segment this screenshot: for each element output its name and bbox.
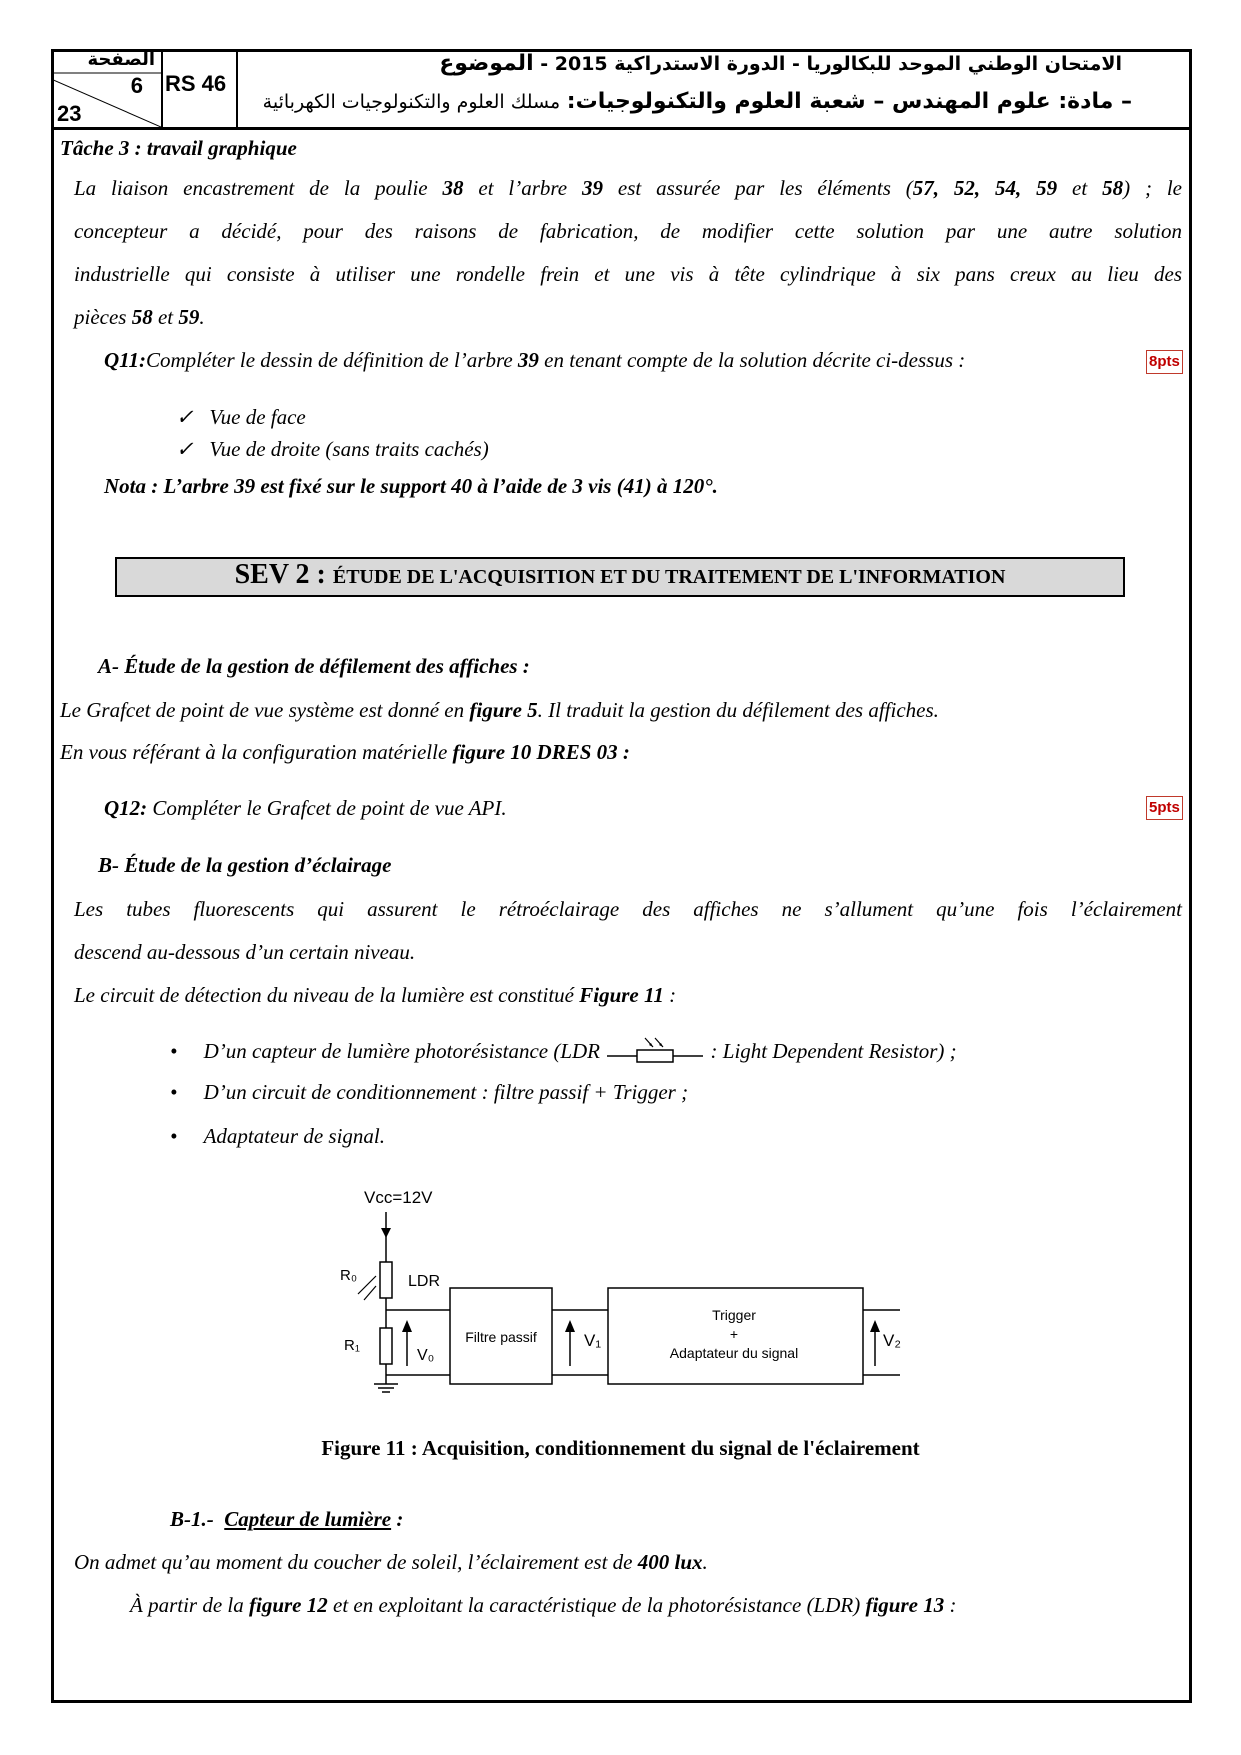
- section-a-line-2: [60, 740, 630, 765]
- task3-para-line-4: pièces 58 et 59.: [74, 305, 205, 329]
- exam-header: [51, 49, 1192, 130]
- section-b-para-1: Les tubes fluorescents qui assurent le rétroéclairage des affiches ne s’allument qu’une fois l’éclairement: [74, 897, 1182, 921]
- check-item-label: Vue de droite (sans traits cachés): [209, 437, 489, 461]
- header-track: مسلك العلوم والتكنولوجيات الكهربائية: [262, 91, 561, 113]
- page-label: الصفحة: [87, 49, 155, 70]
- check-icon: ✓: [176, 437, 194, 461]
- q11-question: Q11:Compléter le dessin de définition de l’arbre 39 en tenant compte de la solution décrite ci-dessus :: [104, 348, 966, 372]
- header-line-1: [439, 51, 1122, 76]
- v0-arrow-head-icon: [402, 1320, 412, 1332]
- figure-ref: figure 12: [249, 1593, 328, 1617]
- page-number-box: [51, 49, 163, 127]
- vcc-label: Vcc=12V: [364, 1188, 433, 1207]
- section-b1-heading: Capteur de lumière: [224, 1507, 392, 1531]
- q11-label: Q11:: [104, 348, 146, 372]
- q11-points-badge: 8pts: [1146, 350, 1183, 374]
- q12-question: [104, 796, 507, 821]
- task3-para-line-2: concepteur a décidé, pour des raisons de fabrication, de modifier cette solution par une autre solution: [74, 219, 1182, 243]
- v0-label: V₀: [417, 1347, 435, 1364]
- text-span: : Light Dependent Resistor) ;: [710, 1039, 957, 1063]
- task3-para-line-1: La liaison encastrement de la poulie 38 et l’arbre 39 est assurée par les éléments (57, 52, 54, 59 et 58) ; le: [74, 176, 1183, 200]
- q12-label: Q12:: [104, 796, 148, 820]
- check-item-front-view: [176, 405, 306, 430]
- figure-11-circuit: [330, 1170, 930, 1410]
- task3-para-line-3: industrielle qui consiste à utiliser une rondelle frein et une vis à tête cylindrique à six pans creux au lieu des: [74, 262, 1182, 286]
- text-span: D’un circuit de conditionnement : filtre passif + Trigger ;: [203, 1080, 689, 1104]
- check-item-right-view: [176, 437, 489, 462]
- figure-11-caption: Figure 11 : Acquisition, conditionnement du signal de l'éclairement: [321, 1436, 920, 1460]
- ldr-resistor: [380, 1262, 392, 1298]
- text-span: .: [702, 1550, 708, 1574]
- lux-value: 400 lux: [637, 1550, 703, 1574]
- bullet-adapter: [170, 1124, 385, 1149]
- bullet-icon: •: [170, 1124, 178, 1148]
- nota-text: Nota : L’arbre 39 est fixé sur le support 40 à l’aide de 3 vis (41) à 120°.: [104, 474, 718, 498]
- header-subject: – مادة: علوم المهندس – شعبة العلوم والتكنولوجيات:: [566, 89, 1132, 114]
- page-total: 23: [57, 101, 82, 126]
- bullet-conditioning: [170, 1080, 688, 1105]
- text-span: :: [944, 1593, 957, 1617]
- text-span: Adaptateur de signal.: [203, 1124, 386, 1148]
- figure-ref: figure 10 DRES 03 :: [452, 740, 630, 764]
- figure-ref: figure 13: [865, 1593, 945, 1617]
- bullet-ldr: [170, 1036, 957, 1064]
- exam-code-box: [161, 49, 238, 127]
- text-span: . Il traduit la gestion du défilement des affiches.: [537, 698, 939, 722]
- section-banner-sev2: [115, 557, 1125, 597]
- bullet-icon: •: [170, 1039, 178, 1063]
- header-line-2: [263, 89, 1132, 114]
- trigger-label: Trigger: [712, 1307, 756, 1323]
- check-item-label: Vue de face: [209, 405, 306, 429]
- ldr-symbol-icon: [605, 1036, 705, 1064]
- r0-label: R₀: [340, 1267, 358, 1284]
- filter-label: Filtre passif: [465, 1329, 537, 1345]
- text-span: D’un capteur de lumière photorésistance (LDR: [203, 1039, 601, 1063]
- section-b1-line-1: [74, 1550, 708, 1575]
- text-span: :: [391, 1507, 404, 1531]
- text-span: :: [663, 983, 677, 1007]
- exam-code: RS 46: [165, 71, 227, 96]
- figure-ref: figure 5: [469, 698, 538, 722]
- ldr-label: LDR: [408, 1273, 441, 1290]
- r1-resistor: [380, 1328, 392, 1364]
- section-a-title: A- Étude de la gestion de défilement des affiches :: [98, 654, 530, 678]
- trigger-plus: +: [729, 1326, 739, 1342]
- r1-label: R₁: [344, 1337, 360, 1354]
- q12-points-badge: 5pts: [1146, 796, 1183, 820]
- adapter-label: Adaptateur du signal: [669, 1345, 799, 1361]
- v1-label: V₁: [584, 1331, 602, 1350]
- page-number: 6: [130, 73, 143, 98]
- task3-title: Tâche 3 : travail graphique: [60, 136, 297, 160]
- header-line-1-text: الامتحان الوطني الموحد للبكالوريا - الدورة الاستدراكية 2015 -: [540, 53, 1122, 75]
- section-b-para-2: descend au-dessous d’un certain niveau.: [74, 940, 416, 964]
- sev-number: SEV 2 :: [234, 559, 333, 590]
- section-b-title: B- Étude de la gestion d’éclairage: [98, 853, 392, 877]
- text-span: et en exploitant la caractéristique de la photorésistance (LDR): [327, 1593, 866, 1617]
- v2-arrow-head-icon: [870, 1320, 880, 1332]
- bullet-icon: •: [170, 1080, 178, 1104]
- section-b-para-3: [74, 983, 676, 1008]
- figure-ref: Figure 11: [579, 983, 664, 1007]
- section-b1-line-2: [130, 1593, 956, 1618]
- section-b1-number: B-1.-: [170, 1507, 214, 1531]
- text-span: On admet qu’au moment du coucher de soleil, l’éclairement est de: [74, 1550, 638, 1574]
- check-icon: ✓: [176, 405, 194, 429]
- q12-text: Compléter le Grafcet de point de vue API.: [147, 796, 507, 820]
- section-b1-title: [170, 1507, 403, 1532]
- text-span: En vous référant à la configuration matérielle: [60, 740, 453, 764]
- vcc-arrow-icon: [381, 1228, 391, 1238]
- section-a-line-1: [60, 698, 939, 723]
- ldr-light-arrow: [358, 1276, 376, 1294]
- sev-title: ÉTUDE DE L'ACQUISITION ET DU TRAITEMENT DE L'INFORMATION: [332, 566, 1006, 588]
- text-span: Le circuit de détection du niveau de la lumière est constitué: [74, 983, 580, 1007]
- ldr-light-arrow: [364, 1286, 376, 1300]
- text-span: Le Grafcet de point de vue système est donné en: [60, 698, 470, 722]
- text-span: À partir de la: [130, 1593, 249, 1617]
- v2-label: V₂: [883, 1331, 901, 1350]
- v1-arrow-head-icon: [565, 1320, 575, 1332]
- header-subject-word: الموضوع: [439, 51, 534, 76]
